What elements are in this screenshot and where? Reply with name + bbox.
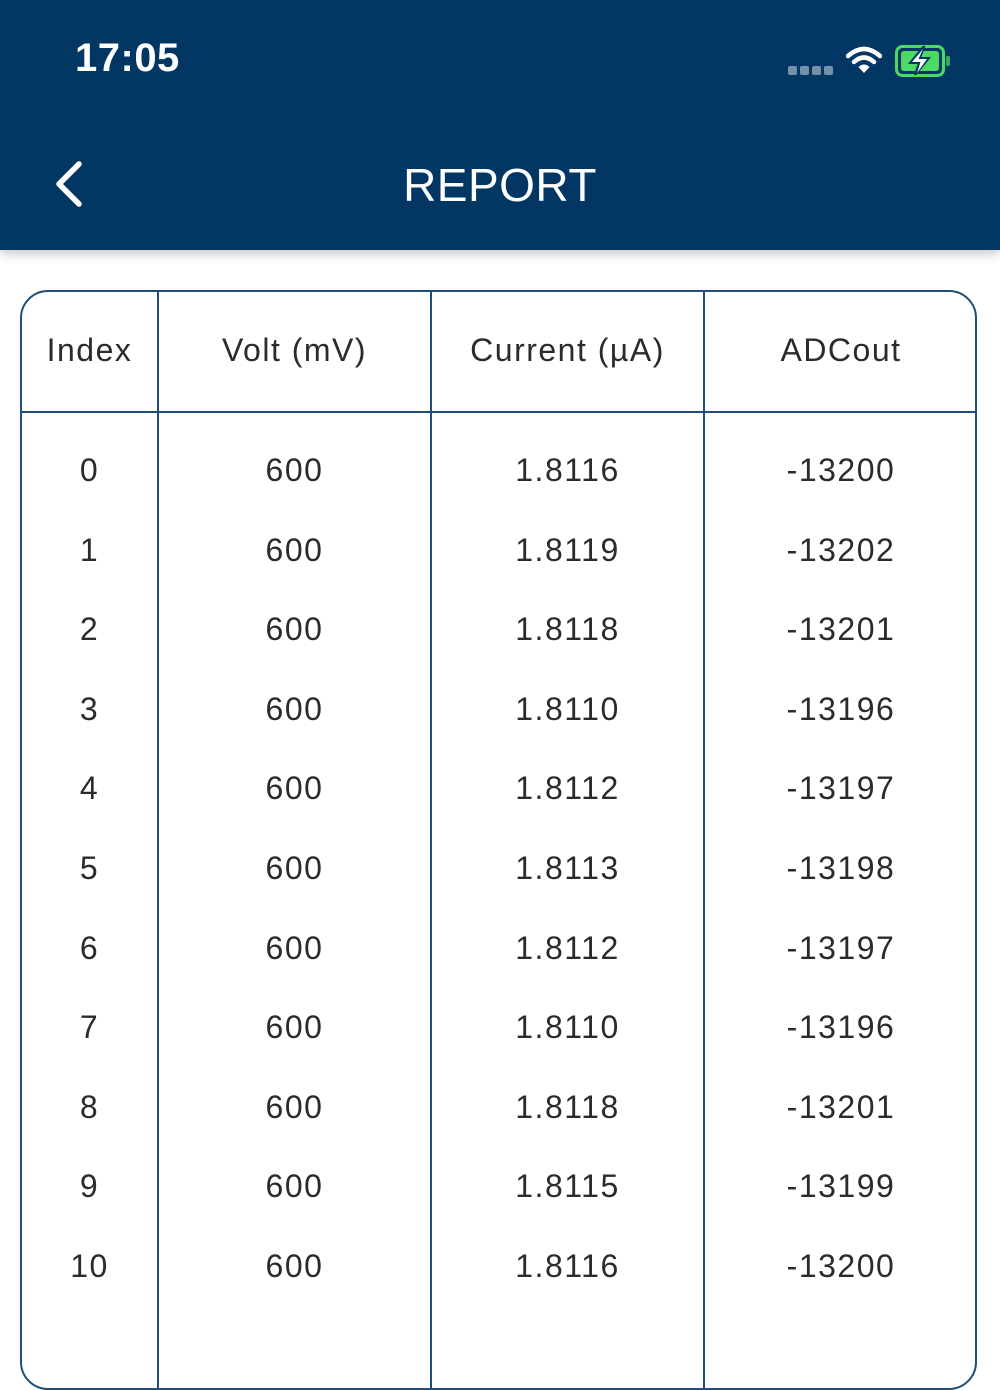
cell-volt: 600 (265, 611, 324, 647)
column-header-volt: Volt (mV) (221, 332, 368, 368)
cell-current: 1.8119 (515, 532, 620, 568)
cell-current: 1.8110 (515, 691, 620, 727)
wifi-icon (846, 45, 882, 75)
cell-adcout: -13196 (786, 1009, 896, 1045)
cell-adcout: -13197 (786, 930, 896, 966)
table-row (22, 691, 975, 751)
report-table (20, 290, 977, 1390)
cell-adcout: -13202 (786, 532, 896, 568)
table-row (22, 611, 975, 671)
cell-volt: 600 (265, 770, 324, 806)
cell-index: 1 (79, 532, 100, 568)
cell-volt: 600 (265, 1089, 324, 1125)
column-header-adcout: ADCout (780, 332, 902, 368)
cell-current: 1.8112 (515, 770, 620, 806)
cell-index: 0 (79, 452, 100, 488)
table-row (22, 452, 975, 512)
cell-adcout: -13201 (786, 611, 896, 647)
status-indicators (788, 42, 960, 82)
cell-index: 6 (79, 930, 100, 966)
cell-current: 1.8116 (515, 452, 620, 488)
column-header-current: Current (µA) (470, 332, 665, 368)
table-row (22, 1168, 975, 1228)
cell-index: 4 (79, 770, 100, 806)
status-time: 17:05 (75, 36, 180, 80)
column-header-index: Index (46, 332, 133, 368)
cell-volt: 600 (265, 1168, 324, 1204)
cell-adcout: -13198 (786, 850, 896, 886)
nav-header (0, 0, 1000, 250)
cell-volt: 600 (265, 452, 324, 488)
cell-adcout: -13201 (786, 1089, 896, 1125)
cell-volt: 600 (265, 1009, 324, 1045)
cell-volt: 600 (265, 850, 324, 886)
cell-volt: 600 (265, 1248, 324, 1284)
table-row (22, 770, 975, 830)
cell-adcout: -13200 (786, 1248, 896, 1284)
cell-adcout: -13196 (786, 691, 896, 727)
cell-index: 3 (79, 691, 100, 727)
cell-current: 1.8118 (515, 1089, 620, 1125)
cell-index: 9 (79, 1168, 100, 1204)
cellular-signal-icon (788, 66, 836, 76)
header-divider (22, 411, 975, 413)
cell-index: 2 (79, 611, 100, 647)
cell-current: 1.8116 (515, 1248, 620, 1284)
cell-adcout: -13200 (786, 452, 896, 488)
cell-volt: 600 (265, 532, 324, 568)
cell-adcout: -13199 (786, 1168, 896, 1204)
cell-volt: 600 (265, 691, 324, 727)
cell-index: 8 (79, 1089, 100, 1125)
cell-current: 1.8112 (515, 930, 620, 966)
cell-current: 1.8115 (515, 1168, 620, 1204)
cell-current: 1.8113 (515, 850, 620, 886)
cell-current: 1.8118 (515, 611, 620, 647)
page-title: REPORT (403, 159, 597, 211)
table-row (22, 850, 975, 910)
cell-volt: 600 (265, 930, 324, 966)
table-row (22, 1009, 975, 1069)
table-row (22, 532, 975, 592)
cell-adcout: -13197 (786, 770, 896, 806)
table-row (22, 1248, 975, 1308)
cell-index: 10 (70, 1248, 109, 1284)
table-row (22, 1089, 975, 1149)
cell-index: 5 (79, 850, 100, 886)
cell-index: 7 (79, 1009, 100, 1045)
cell-current: 1.8110 (515, 1009, 620, 1045)
battery-charging-icon (895, 45, 951, 77)
table-row (22, 930, 975, 990)
